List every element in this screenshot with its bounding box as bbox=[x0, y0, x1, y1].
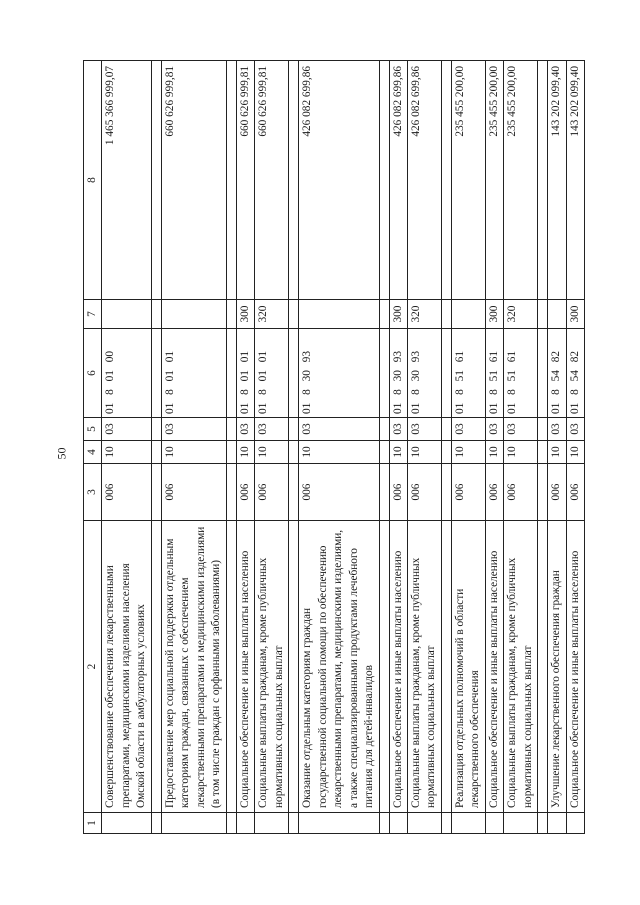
cell-target-article: 01 8 54 82 bbox=[566, 329, 584, 418]
col-header-2: 2 bbox=[84, 521, 102, 813]
cell-row-number bbox=[389, 813, 407, 834]
cell-name: Улучшение лекарственного обеспечения граждан bbox=[548, 521, 566, 813]
cell-expense-type: 320 bbox=[407, 300, 441, 329]
row-spacer bbox=[538, 61, 548, 834]
spacer-cell bbox=[226, 418, 236, 441]
row-spacer bbox=[151, 61, 161, 834]
table-row bbox=[566, 61, 584, 834]
cell-row-number bbox=[236, 813, 254, 834]
spacer-cell bbox=[538, 464, 548, 521]
cell-expense-type: 300 bbox=[566, 300, 584, 329]
cell-name: Социальное обеспечение и иные выплаты населению bbox=[389, 521, 407, 813]
cell-target-article: 01 8 54 82 bbox=[548, 329, 566, 418]
cell-amount: 235 455 200,00 bbox=[504, 61, 538, 300]
cell-subsection: 03 bbox=[389, 418, 407, 441]
spacer-cell bbox=[538, 418, 548, 441]
cell-subsection: 03 bbox=[451, 418, 485, 441]
spacer-cell bbox=[379, 300, 389, 329]
cell-section: 10 bbox=[102, 441, 151, 464]
cell-target-article: 01 8 30 93 bbox=[389, 329, 407, 418]
cell-subsection: 03 bbox=[255, 418, 289, 441]
cell-row-number bbox=[255, 813, 289, 834]
cell-section: 10 bbox=[299, 441, 379, 464]
cell-section: 10 bbox=[161, 441, 226, 464]
spacer-cell bbox=[538, 300, 548, 329]
col-header-8: 8 bbox=[84, 61, 102, 300]
cell-subsection: 03 bbox=[407, 418, 441, 441]
cell-name: Социальные выплаты гражданам, кроме публичных нормативных социальных выплат bbox=[504, 521, 538, 813]
cell-name: Социальное обеспечение и иные выплаты населению bbox=[566, 521, 584, 813]
table-row bbox=[299, 61, 379, 834]
cell-ministry-code: 006 bbox=[389, 464, 407, 521]
cell-expense-type bbox=[299, 300, 379, 329]
cell-name: Социальные выплаты гражданам, кроме публичных нормативных социальных выплат bbox=[255, 521, 289, 813]
cell-section: 10 bbox=[451, 441, 485, 464]
spacer-cell bbox=[538, 61, 548, 300]
cell-target-article: 01 8 01 00 bbox=[102, 329, 151, 418]
table-row bbox=[485, 61, 503, 834]
budget-table bbox=[83, 60, 585, 834]
cell-amount: 143 202 099,40 bbox=[548, 61, 566, 300]
cell-section: 10 bbox=[504, 441, 538, 464]
cell-row-number bbox=[407, 813, 441, 834]
col-header-1: 1 bbox=[84, 813, 102, 834]
cell-amount: 1 465 366 999,07 bbox=[102, 61, 151, 300]
cell-name: Реализация отдельных полномочий в области лекарственного обеспечения bbox=[451, 521, 485, 813]
col-header-7: 7 bbox=[84, 300, 102, 329]
cell-subsection: 03 bbox=[102, 418, 151, 441]
cell-row-number bbox=[485, 813, 503, 834]
table-row bbox=[255, 61, 289, 834]
cell-name: Предоставление мер социальной поддержки отдельным категориям граждан, связанных с обеспечением лекарственными препаратами и медицинскими изделиями (в том числе граждан с орфанными заболеваниями) bbox=[161, 521, 226, 813]
col-header-5: 5 bbox=[84, 418, 102, 441]
row-spacer bbox=[289, 61, 299, 834]
cell-ministry-code: 006 bbox=[299, 464, 379, 521]
cell-section: 10 bbox=[548, 441, 566, 464]
cell-subsection: 03 bbox=[299, 418, 379, 441]
cell-target-article: 01 8 01 01 bbox=[236, 329, 254, 418]
table-row bbox=[161, 61, 226, 834]
spacer-cell bbox=[538, 329, 548, 418]
spacer-cell bbox=[226, 329, 236, 418]
spacer-cell bbox=[226, 61, 236, 300]
cell-row-number bbox=[161, 813, 226, 834]
row-spacer bbox=[441, 61, 451, 834]
spacer-cell bbox=[226, 521, 236, 813]
table-row bbox=[407, 61, 441, 834]
cell-section: 10 bbox=[255, 441, 289, 464]
cell-name: Оказание отдельным категориям граждан государственной социальной помощи по обеспечению лекарственными препаратами, медицинскими изделиями, а также специализированными продуктами лечебного питания для детей-инвалидов bbox=[299, 521, 379, 813]
cell-section: 10 bbox=[566, 441, 584, 464]
spacer-cell bbox=[226, 813, 236, 834]
table-row bbox=[236, 61, 254, 834]
spacer-cell bbox=[151, 813, 161, 834]
spacer-cell bbox=[226, 464, 236, 521]
cell-amount: 235 455 200,00 bbox=[451, 61, 485, 300]
spacer-cell bbox=[151, 521, 161, 813]
cell-expense-type: 300 bbox=[236, 300, 254, 329]
spacer-cell bbox=[151, 300, 161, 329]
spacer-cell bbox=[289, 61, 299, 300]
spacer-cell bbox=[151, 464, 161, 521]
spacer-cell bbox=[441, 418, 451, 441]
spacer-cell bbox=[538, 813, 548, 834]
cell-row-number bbox=[548, 813, 566, 834]
spacer-cell bbox=[441, 464, 451, 521]
spacer-cell bbox=[289, 418, 299, 441]
cell-name: Социальные выплаты гражданам, кроме публичных нормативных социальных выплат bbox=[407, 521, 441, 813]
spacer-cell bbox=[441, 813, 451, 834]
spacer-cell bbox=[289, 521, 299, 813]
cell-subsection: 03 bbox=[566, 418, 584, 441]
cell-target-article: 01 8 51 61 bbox=[504, 329, 538, 418]
spacer-cell bbox=[379, 61, 389, 300]
cell-target-article: 01 8 30 93 bbox=[407, 329, 441, 418]
cell-section: 10 bbox=[485, 441, 503, 464]
cell-amount: 660 626 999,81 bbox=[255, 61, 289, 300]
cell-section: 10 bbox=[389, 441, 407, 464]
cell-amount: 143 202 099,40 bbox=[566, 61, 584, 300]
spacer-cell bbox=[379, 441, 389, 464]
cell-section: 10 bbox=[236, 441, 254, 464]
cell-row-number bbox=[504, 813, 538, 834]
table-row bbox=[389, 61, 407, 834]
spacer-cell bbox=[289, 300, 299, 329]
spacer-cell bbox=[151, 329, 161, 418]
table-row bbox=[102, 61, 151, 834]
cell-amount: 426 082 699,86 bbox=[299, 61, 379, 300]
cell-ministry-code: 006 bbox=[407, 464, 441, 521]
spacer-cell bbox=[441, 329, 451, 418]
cell-subsection: 03 bbox=[236, 418, 254, 441]
spacer-cell bbox=[226, 441, 236, 464]
cell-expense-type: 300 bbox=[485, 300, 503, 329]
page-number: 50 bbox=[54, 447, 69, 460]
cell-section: 10 bbox=[407, 441, 441, 464]
spacer-cell bbox=[289, 441, 299, 464]
spacer-cell bbox=[379, 329, 389, 418]
cell-target-article: 01 8 51 61 bbox=[485, 329, 503, 418]
cell-amount: 660 626 999,81 bbox=[236, 61, 254, 300]
cell-name: Социальное обеспечение и иные выплаты населению bbox=[236, 521, 254, 813]
spacer-cell bbox=[379, 464, 389, 521]
cell-expense-type bbox=[102, 300, 151, 329]
cell-target-article: 01 8 01 01 bbox=[255, 329, 289, 418]
cell-expense-type bbox=[548, 300, 566, 329]
cell-target-article: 01 8 51 61 bbox=[451, 329, 485, 418]
cell-expense-type: 320 bbox=[255, 300, 289, 329]
spacer-cell bbox=[538, 441, 548, 464]
col-header-4: 4 bbox=[84, 441, 102, 464]
spacer-cell bbox=[289, 813, 299, 834]
cell-subsection: 03 bbox=[485, 418, 503, 441]
cell-ministry-code: 006 bbox=[504, 464, 538, 521]
row-spacer bbox=[379, 61, 389, 834]
spacer-cell bbox=[379, 813, 389, 834]
cell-subsection: 03 bbox=[548, 418, 566, 441]
spacer-cell bbox=[441, 300, 451, 329]
table-row bbox=[451, 61, 485, 834]
spacer-cell bbox=[151, 441, 161, 464]
cell-expense-type: 320 bbox=[504, 300, 538, 329]
spacer-cell bbox=[379, 521, 389, 813]
cell-ministry-code: 006 bbox=[485, 464, 503, 521]
cell-name: Социальное обеспечение и иные выплаты населению bbox=[485, 521, 503, 813]
cell-row-number bbox=[451, 813, 485, 834]
table-row bbox=[504, 61, 538, 834]
rotated-table-frame bbox=[83, 61, 599, 834]
cell-expense-type bbox=[451, 300, 485, 329]
cell-expense-type bbox=[161, 300, 226, 329]
cell-ministry-code: 006 bbox=[566, 464, 584, 521]
cell-row-number bbox=[102, 813, 151, 834]
spacer-cell bbox=[226, 300, 236, 329]
spacer-cell bbox=[441, 61, 451, 300]
cell-amount: 426 082 699,86 bbox=[407, 61, 441, 300]
cell-amount: 426 082 699,86 bbox=[389, 61, 407, 300]
col-header-6: 6 bbox=[84, 329, 102, 418]
spacer-cell bbox=[538, 521, 548, 813]
cell-subsection: 03 bbox=[504, 418, 538, 441]
cell-amount: 660 626 999,81 bbox=[161, 61, 226, 300]
cell-ministry-code: 006 bbox=[102, 464, 151, 521]
header-row bbox=[84, 61, 102, 834]
cell-row-number bbox=[299, 813, 379, 834]
cell-ministry-code: 006 bbox=[548, 464, 566, 521]
cell-subsection: 03 bbox=[161, 418, 226, 441]
cell-target-article: 01 8 30 93 bbox=[299, 329, 379, 418]
spacer-cell bbox=[289, 464, 299, 521]
cell-name: Совершенствование обеспечения лекарственными препаратами, медицинскими изделиями населения Омской области в амбулаторных условиях bbox=[102, 521, 151, 813]
spacer-cell bbox=[441, 521, 451, 813]
col-header-3: 3 bbox=[84, 464, 102, 521]
spacer-cell bbox=[379, 418, 389, 441]
cell-ministry-code: 006 bbox=[255, 464, 289, 521]
cell-amount: 235 455 200,00 bbox=[485, 61, 503, 300]
spacer-cell bbox=[151, 61, 161, 300]
spacer-cell bbox=[151, 418, 161, 441]
cell-ministry-code: 006 bbox=[236, 464, 254, 521]
spacer-cell bbox=[441, 441, 451, 464]
cell-row-number bbox=[566, 813, 584, 834]
table-row bbox=[548, 61, 566, 834]
cell-ministry-code: 006 bbox=[451, 464, 485, 521]
row-spacer bbox=[226, 61, 236, 834]
cell-ministry-code: 006 bbox=[161, 464, 226, 521]
spacer-cell bbox=[289, 329, 299, 418]
cell-target-article: 01 8 01 01 bbox=[161, 329, 226, 418]
cell-expense-type: 300 bbox=[389, 300, 407, 329]
